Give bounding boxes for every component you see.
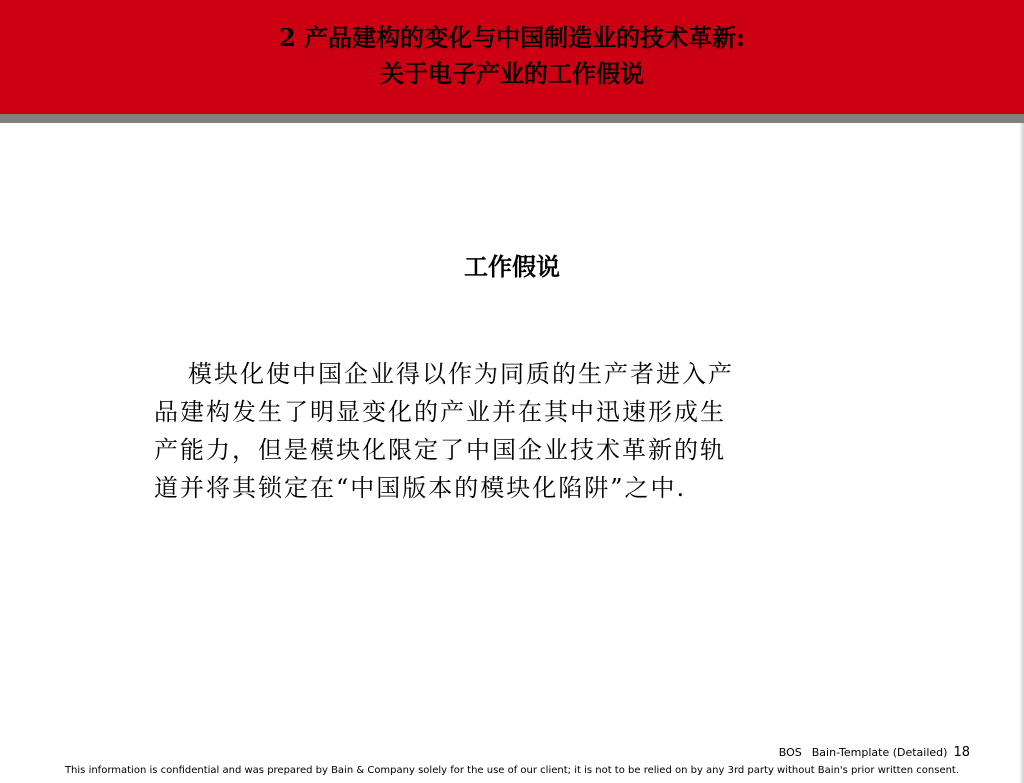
footer-meta: [779, 745, 970, 760]
hypothesis-line: 产能力，但是模块化限定了中国企业技术革新的轨: [154, 436, 726, 464]
footer-source: BOS: [778, 746, 802, 759]
hypothesis-line: 模块化使中国企业得以作为同质的生产者进入产: [188, 360, 734, 388]
page-number: 18: [953, 745, 970, 760]
title-banner: [0, 0, 1024, 114]
hypothesis-paragraph: [154, 355, 864, 507]
section-heading: 工作假说: [464, 252, 560, 281]
hypothesis-line: 道并将其锁定在“中国版本的模块化陷阱”之中.: [154, 474, 687, 502]
slide-title-line-1: 2 产品建构的变化与中国制造业的技术革新:: [279, 23, 745, 52]
footer-template-name: Bain-Template (Detailed): [811, 746, 948, 759]
confidentiality-notice: This information is confidential and was prepared by Bain & Company solely for the use of our client; it is not to be relied on by any 3rd party without Bain's prior written consent.: [64, 765, 960, 776]
header-divider: [0, 114, 1024, 123]
hypothesis-line: 品建构发生了明显变化的产业并在其中迅速形成生: [154, 398, 726, 426]
slide-edge-shadow: [1019, 123, 1024, 783]
slide-title-line-2: 关于电子产业的工作假说: [380, 59, 644, 88]
slide-title: [0, 20, 1024, 92]
